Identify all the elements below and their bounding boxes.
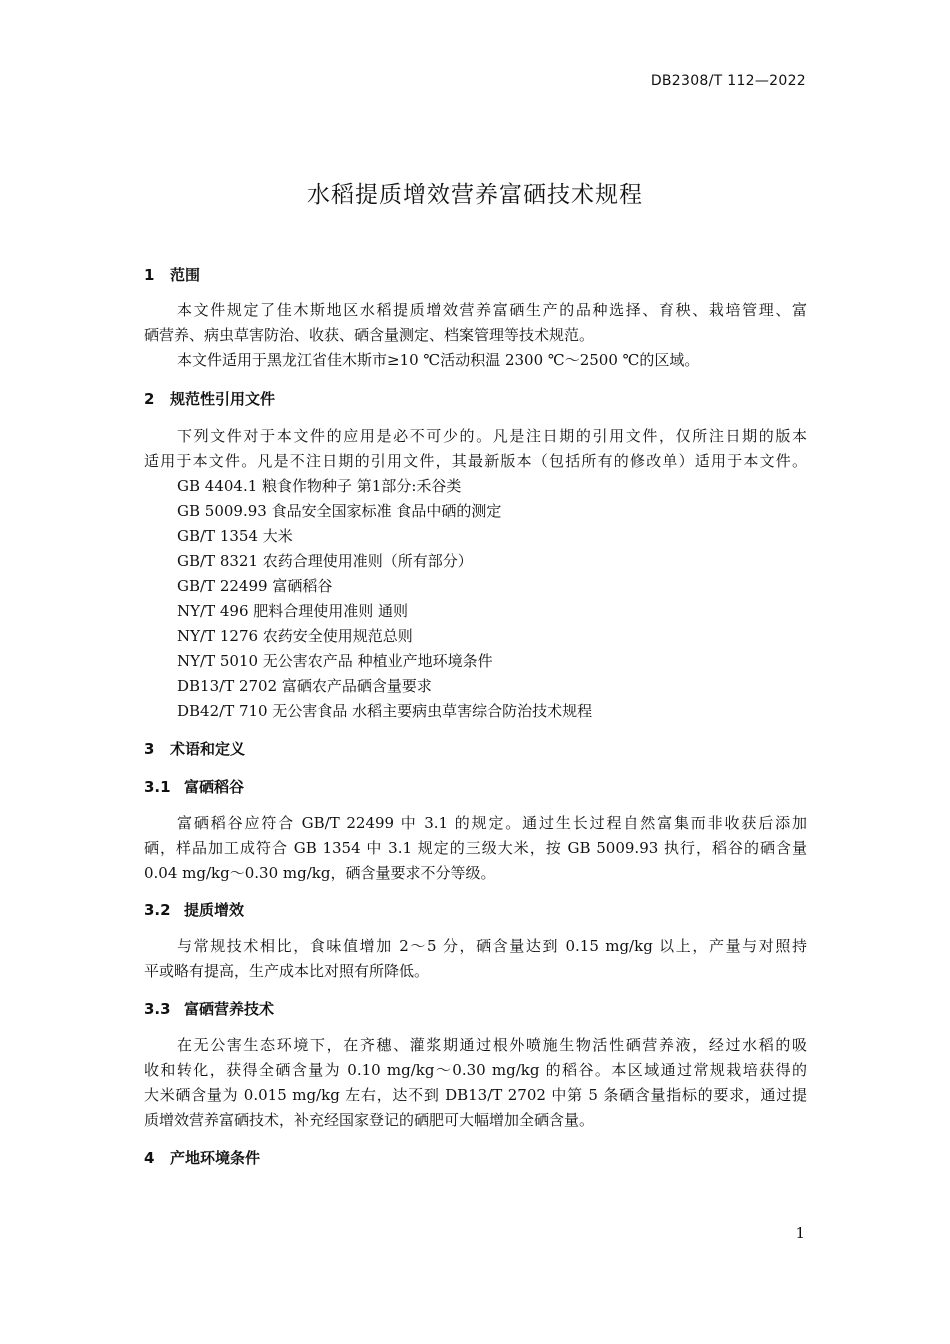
- reference-item: GB/T 8321 农药合理使用准则（所有部分）: [177, 552, 473, 570]
- paragraph-line: 本文件规定了佳木斯地区水稻提质增效营养富硒生产的品种选择、育秧、栽培管理、富: [177, 301, 807, 319]
- section-number: 3: [144, 740, 155, 758]
- section-4-heading: [144, 1147, 260, 1168]
- paragraph-line: 下列文件对于本文件的应用是必不可少的。凡是注日期的引用文件，仅所注日期的版本: [177, 427, 807, 445]
- reference-item: DB13/T 2702 富硒农产品硒含量要求: [177, 677, 432, 695]
- subsection-number: 3.1: [144, 778, 171, 796]
- subsection-title: 富硒营养技术: [184, 1000, 275, 1018]
- paragraph-line: 硒，样品加工成符合 GB 1354 中 3.1 规定的三级大米，按 GB 5009.93 执行，稻谷的硒含量: [144, 839, 807, 857]
- reference-item: GB/T 22499 富硒稻谷: [177, 577, 333, 595]
- section-3-heading: [144, 738, 245, 759]
- section-1-heading: [144, 264, 200, 285]
- subsection-number: 3.2: [144, 901, 171, 919]
- paragraph-line: 质增效营养富硒技术，补充经国家登记的硒肥可大幅增加全硒含量。: [144, 1111, 595, 1129]
- subsection-title: 提质增效: [184, 901, 245, 919]
- paragraph-line: 适用于本文件。凡是不注日期的引用文件，其最新版本（包括所有的修改单）适用于本文件。: [144, 452, 807, 470]
- subsection-number: 3.3: [144, 1000, 171, 1018]
- paragraph-line: 0.04 mg/kg～0.30 mg/kg，硒含量要求不分等级。: [144, 864, 496, 882]
- page-title: 水稻提质增效营养富硒技术规程: [307, 182, 643, 208]
- section-number: 4: [144, 1149, 155, 1167]
- subsection-3-2-heading: [144, 899, 244, 920]
- paragraph-line: 收和转化，获得全硒含量为 0.10 mg/kg～0.30 mg/kg 的稻谷。本区域通过常规栽培获得的: [144, 1061, 807, 1079]
- reference-item: NY/T 5010 无公害农产品 种植业产地环境条件: [177, 652, 493, 670]
- subsection-3-1-heading: [144, 776, 244, 797]
- section-2-heading: [144, 388, 275, 409]
- section-title: 范围: [170, 266, 201, 284]
- page-number: 1: [795, 1224, 805, 1242]
- section-number: 2: [144, 390, 155, 408]
- reference-item: GB 5009.93 食品安全国家标准 食品中硒的测定: [177, 502, 502, 520]
- paragraph-line: 大米硒含量为 0.015 mg/kg 左右，达不到 DB13/T 2702 中第 5 条硒含量指标的要求，通过提: [144, 1086, 807, 1104]
- reference-item: NY/T 496 肥料合理使用准则 通则: [177, 602, 409, 620]
- reference-item: GB 4404.1 粮食作物种子 第1部分:禾谷类: [177, 477, 462, 495]
- paragraph-line: 平或略有提高，生产成本比对照有所降低。: [144, 962, 430, 980]
- document-number: DB2308/T 112—2022: [650, 73, 806, 89]
- paragraph-line: 本文件适用于黑龙江省佳木斯市≥10 ℃活动积温 2300 ℃～2500 ℃的区域。: [177, 351, 700, 369]
- section-number: 1: [144, 266, 155, 284]
- paragraph-line: 富硒稻谷应符合 GB/T 22499 中 3.1 的规定。通过生长过程自然富集而非收获后添加: [177, 814, 807, 832]
- paragraph-line: 与常规技术相比，食味值增加 2～5 分，硒含量达到 0.15 mg/kg 以上，产量与对照持: [177, 937, 807, 955]
- reference-item: NY/T 1276 农药安全使用规范总则: [177, 627, 413, 645]
- section-title: 术语和定义: [170, 740, 246, 758]
- reference-item: GB/T 1354 大米: [177, 527, 293, 545]
- subsection-3-3-heading: [144, 998, 274, 1019]
- reference-item: DB42/T 710 无公害食品 水稻主要病虫草害综合防治技术规程: [177, 702, 593, 720]
- paragraph-line: 硒营养、病虫草害防治、收获、硒含量测定、档案管理等技术规范。: [144, 326, 595, 344]
- subsection-title: 富硒稻谷: [184, 778, 245, 796]
- section-title: 规范性引用文件: [170, 390, 276, 408]
- paragraph-line: 在无公害生态环境下，在齐穗、灌浆期通过根外喷施生物活性硒营养液，经过水稻的吸: [177, 1036, 807, 1054]
- section-title: 产地环境条件: [170, 1149, 261, 1167]
